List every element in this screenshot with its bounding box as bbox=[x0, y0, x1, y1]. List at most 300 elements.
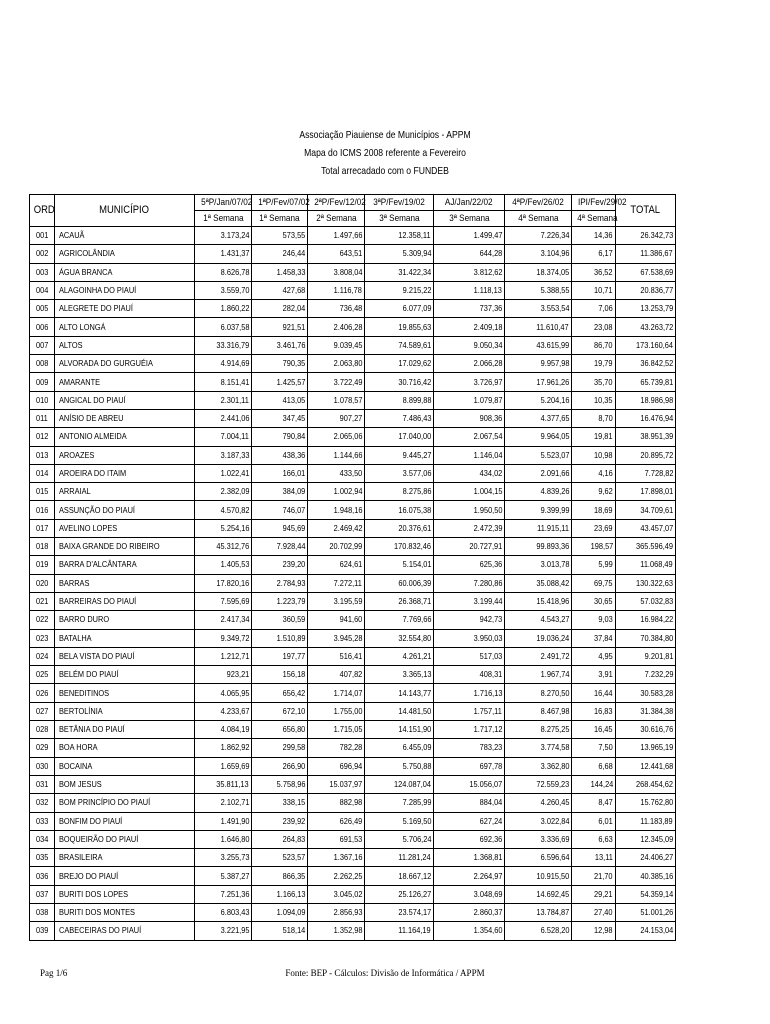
cell-value: 7,50 bbox=[572, 739, 616, 757]
cell-total: 7.728,82 bbox=[616, 464, 676, 482]
cell-value: 23,69 bbox=[572, 519, 616, 537]
cell-value: 72.559,23 bbox=[505, 775, 572, 793]
header-week: 4ª Semana bbox=[572, 211, 616, 227]
cell-municipio: BURITI DOS LOPES bbox=[55, 885, 195, 903]
table-row bbox=[30, 684, 676, 702]
header-period: 4ªP/Fev/26/02 bbox=[505, 195, 572, 211]
cell-value: 4.570,82 bbox=[195, 501, 252, 519]
cell-value: 1.144,66 bbox=[308, 446, 365, 464]
cell-value: 7.595,69 bbox=[195, 592, 252, 610]
cell-value: 3.104,96 bbox=[505, 245, 572, 263]
cell-value: 2.066,28 bbox=[434, 355, 505, 373]
cell-value: 1.510,89 bbox=[252, 629, 308, 647]
table-row bbox=[30, 574, 676, 592]
cell-value: 20.376,61 bbox=[365, 519, 434, 537]
cell-total: 51.001,26 bbox=[616, 903, 676, 921]
cell-value: 3.255,73 bbox=[195, 849, 252, 867]
cell-value: 19,81 bbox=[572, 428, 616, 446]
cell-value: 5.204,16 bbox=[505, 391, 572, 409]
cell-value: 7.272,11 bbox=[308, 574, 365, 592]
cell-value: 737,36 bbox=[434, 300, 505, 318]
cell-ord: 003 bbox=[30, 263, 55, 281]
cell-total: 67.538,69 bbox=[616, 263, 676, 281]
cell-ord: 023 bbox=[30, 629, 55, 647]
cell-value: 3.048,69 bbox=[434, 885, 505, 903]
cell-ord: 021 bbox=[30, 592, 55, 610]
cell-value: 60.006,39 bbox=[365, 574, 434, 592]
table-row bbox=[30, 519, 676, 537]
cell-value: 5.758,96 bbox=[252, 775, 308, 793]
cell-value: 692,36 bbox=[434, 830, 505, 848]
cell-municipio: AGRICOLÂNDIA bbox=[55, 245, 195, 263]
cell-value: 941,60 bbox=[308, 611, 365, 629]
cell-value: 5,99 bbox=[572, 556, 616, 574]
cell-value: 866,35 bbox=[252, 867, 308, 885]
cell-value: 2.065,06 bbox=[308, 428, 365, 446]
cell-value: 4.084,19 bbox=[195, 721, 252, 739]
table-row bbox=[30, 629, 676, 647]
cell-municipio: BETÂNIA DO PIAUÍ bbox=[55, 721, 195, 739]
cell-municipio: ALTO LONGÁ bbox=[55, 318, 195, 336]
cell-value: 656,42 bbox=[252, 684, 308, 702]
cell-value: 13,11 bbox=[572, 849, 616, 867]
cell-value: 21,70 bbox=[572, 867, 616, 885]
cell-value: 7.251,36 bbox=[195, 885, 252, 903]
table-row bbox=[30, 446, 676, 464]
cell-value: 29,21 bbox=[572, 885, 616, 903]
cell-value: 10,35 bbox=[572, 391, 616, 409]
cell-value: 9.957,98 bbox=[505, 355, 572, 373]
cell-value: 1.146,04 bbox=[434, 446, 505, 464]
cell-value: 434,02 bbox=[434, 464, 505, 482]
cell-value: 9.349,72 bbox=[195, 629, 252, 647]
cell-ord: 038 bbox=[30, 903, 55, 921]
cell-total: 20.895,72 bbox=[616, 446, 676, 464]
cell-value: 2.406,28 bbox=[308, 318, 365, 336]
cell-municipio: ALAGOINHA DO PIAUÍ bbox=[55, 281, 195, 299]
cell-ord: 005 bbox=[30, 300, 55, 318]
cell-total: 65.739,81 bbox=[616, 373, 676, 391]
cell-ord: 028 bbox=[30, 721, 55, 739]
cell-total: 70.384,80 bbox=[616, 629, 676, 647]
cell-value: 264,83 bbox=[252, 830, 308, 848]
cell-total: 16.476,94 bbox=[616, 409, 676, 427]
cell-value: 3,91 bbox=[572, 666, 616, 684]
cell-value: 2.784,93 bbox=[252, 574, 308, 592]
table-row bbox=[30, 830, 676, 848]
cell-value: 170.832,46 bbox=[365, 538, 434, 556]
cell-value: 3.336,69 bbox=[505, 830, 572, 848]
cell-value: 35,70 bbox=[572, 373, 616, 391]
cell-value: 4,95 bbox=[572, 647, 616, 665]
cell-value: 33.316,79 bbox=[195, 336, 252, 354]
cell-value: 282,04 bbox=[252, 300, 308, 318]
cell-value: 384,09 bbox=[252, 483, 308, 501]
cell-value: 1.078,57 bbox=[308, 391, 365, 409]
document-title bbox=[69, 126, 700, 180]
cell-value: 35.811,13 bbox=[195, 775, 252, 793]
cell-municipio: BERTOLÍNIA bbox=[55, 702, 195, 720]
table-row bbox=[30, 336, 676, 354]
cell-ord: 014 bbox=[30, 464, 55, 482]
cell-total: 11.068,49 bbox=[616, 556, 676, 574]
cell-total: 36.842,52 bbox=[616, 355, 676, 373]
cell-value: 166,01 bbox=[252, 464, 308, 482]
header-week: 4ª Semana bbox=[505, 211, 572, 227]
cell-value: 69,75 bbox=[572, 574, 616, 592]
cell-value: 921,51 bbox=[252, 318, 308, 336]
cell-municipio: BARRAS bbox=[55, 574, 195, 592]
cell-value: 1.499,47 bbox=[434, 227, 505, 245]
cell-ord: 036 bbox=[30, 867, 55, 885]
cell-municipio: ACAUÃ bbox=[55, 227, 195, 245]
table-row bbox=[30, 318, 676, 336]
cell-value: 5.706,24 bbox=[365, 830, 434, 848]
cell-value: 15.418,96 bbox=[505, 592, 572, 610]
cell-value: 14.481,50 bbox=[365, 702, 434, 720]
cell-value: 4.543,27 bbox=[505, 611, 572, 629]
cell-municipio: ALEGRETE DO PIAUÍ bbox=[55, 300, 195, 318]
cell-value: 8.467,98 bbox=[505, 702, 572, 720]
cell-municipio: BAIXA GRANDE DO RIBEIRO bbox=[55, 538, 195, 556]
cell-value: 1.491,90 bbox=[195, 812, 252, 830]
cell-value: 16,83 bbox=[572, 702, 616, 720]
cell-ord: 010 bbox=[30, 391, 55, 409]
table-row bbox=[30, 538, 676, 556]
table-row bbox=[30, 501, 676, 519]
cell-value: 1.367,16 bbox=[308, 849, 365, 867]
cell-value: 1.118,13 bbox=[434, 281, 505, 299]
cell-value: 3.812,62 bbox=[434, 263, 505, 281]
cell-value: 3.187,33 bbox=[195, 446, 252, 464]
cell-value: 4.839,26 bbox=[505, 483, 572, 501]
header-week: 3ª Semana bbox=[365, 211, 434, 227]
cell-total: 11.386,67 bbox=[616, 245, 676, 263]
cell-value: 5.523,07 bbox=[505, 446, 572, 464]
cell-value: 942,73 bbox=[434, 611, 505, 629]
cell-municipio: ASSUNÇÃO DO PIAUÍ bbox=[55, 501, 195, 519]
cell-value: 1.022,41 bbox=[195, 464, 252, 482]
cell-value: 1.646,80 bbox=[195, 830, 252, 848]
cell-value: 19.036,24 bbox=[505, 629, 572, 647]
cell-municipio: BELÉM DO PIAUÍ bbox=[55, 666, 195, 684]
cell-total: 43.263,72 bbox=[616, 318, 676, 336]
cell-value: 9.964,05 bbox=[505, 428, 572, 446]
cell-value: 6.596,64 bbox=[505, 849, 572, 867]
cell-value: 408,31 bbox=[434, 666, 505, 684]
cell-value: 696,94 bbox=[308, 757, 365, 775]
cell-municipio: AROEIRA DO ITAIM bbox=[55, 464, 195, 482]
cell-total: 34.709,61 bbox=[616, 501, 676, 519]
table-row bbox=[30, 702, 676, 720]
cell-value: 2.417,34 bbox=[195, 611, 252, 629]
cell-value: 790,35 bbox=[252, 355, 308, 373]
cell-value: 3.945,28 bbox=[308, 629, 365, 647]
cell-value: 14.692,45 bbox=[505, 885, 572, 903]
cell-total: 40.385,16 bbox=[616, 867, 676, 885]
cell-value: 197,77 bbox=[252, 647, 308, 665]
cell-total: 12.345,09 bbox=[616, 830, 676, 848]
cell-municipio: BOQUEIRÃO DO PIAUÍ bbox=[55, 830, 195, 848]
cell-municipio: BURITI DOS MONTES bbox=[55, 903, 195, 921]
table-row bbox=[30, 849, 676, 867]
cell-ord: 004 bbox=[30, 281, 55, 299]
cell-value: 624,61 bbox=[308, 556, 365, 574]
cell-ord: 019 bbox=[30, 556, 55, 574]
cell-value: 1.659,69 bbox=[195, 757, 252, 775]
cell-ord: 016 bbox=[30, 501, 55, 519]
cell-value: 10.915,50 bbox=[505, 867, 572, 885]
cell-value: 20.727,91 bbox=[434, 538, 505, 556]
cell-value: 884,04 bbox=[434, 794, 505, 812]
cell-value: 438,36 bbox=[252, 446, 308, 464]
title-line-2: Mapa do ICMS 2008 referente a Fevereiro bbox=[304, 147, 466, 159]
cell-value: 9.039,45 bbox=[308, 336, 365, 354]
cell-ord: 002 bbox=[30, 245, 55, 263]
cell-value: 3.553,54 bbox=[505, 300, 572, 318]
cell-total: 43.457,07 bbox=[616, 519, 676, 537]
cell-total: 11.183,89 bbox=[616, 812, 676, 830]
cell-value: 7.280,86 bbox=[434, 574, 505, 592]
cell-total: 130.322,63 bbox=[616, 574, 676, 592]
cell-value: 4.233,67 bbox=[195, 702, 252, 720]
cell-municipio: BELA VISTA DO PIAUÍ bbox=[55, 647, 195, 665]
cell-value: 18.667,12 bbox=[365, 867, 434, 885]
cell-value: 9.445,27 bbox=[365, 446, 434, 464]
cell-value: 427,68 bbox=[252, 281, 308, 299]
header-period: 3ªP/Fev/19/02 bbox=[365, 195, 434, 211]
cell-value: 27,40 bbox=[572, 903, 616, 921]
header-week: 3ª Semana bbox=[434, 211, 505, 227]
cell-value: 3.577,06 bbox=[365, 464, 434, 482]
cell-value: 239,92 bbox=[252, 812, 308, 830]
cell-value: 7.285,99 bbox=[365, 794, 434, 812]
cell-value: 8.151,41 bbox=[195, 373, 252, 391]
cell-municipio: BRASILEIRA bbox=[55, 849, 195, 867]
cell-value: 4.260,45 bbox=[505, 794, 572, 812]
table-row bbox=[30, 794, 676, 812]
table-row bbox=[30, 867, 676, 885]
cell-value: 11.281,24 bbox=[365, 849, 434, 867]
cell-ord: 027 bbox=[30, 702, 55, 720]
cell-value: 907,27 bbox=[308, 409, 365, 427]
cell-total: 9.201,81 bbox=[616, 647, 676, 665]
cell-ord: 026 bbox=[30, 684, 55, 702]
table-row bbox=[30, 666, 676, 684]
cell-value: 3.013,78 bbox=[505, 556, 572, 574]
cell-value: 8,70 bbox=[572, 409, 616, 427]
cell-value: 239,20 bbox=[252, 556, 308, 574]
cell-value: 1.166,13 bbox=[252, 885, 308, 903]
cell-value: 4.065,95 bbox=[195, 684, 252, 702]
cell-value: 7.226,34 bbox=[505, 227, 572, 245]
cell-municipio: ANÍSIO DE ABREU bbox=[55, 409, 195, 427]
table-row bbox=[30, 647, 676, 665]
cell-value: 11.610,47 bbox=[505, 318, 572, 336]
cell-value: 18.374,05 bbox=[505, 263, 572, 281]
cell-value: 2.102,71 bbox=[195, 794, 252, 812]
table-row bbox=[30, 885, 676, 903]
cell-value: 3.362,80 bbox=[505, 757, 572, 775]
cell-value: 18,69 bbox=[572, 501, 616, 519]
cell-ord: 032 bbox=[30, 794, 55, 812]
cell-value: 1.212,71 bbox=[195, 647, 252, 665]
cell-value: 3.365,13 bbox=[365, 666, 434, 684]
cell-municipio: BONFIM DO PIAUÍ bbox=[55, 812, 195, 830]
cell-value: 17.029,62 bbox=[365, 355, 434, 373]
cell-value: 17.040,00 bbox=[365, 428, 434, 446]
cell-ord: 007 bbox=[30, 336, 55, 354]
cell-value: 15.056,07 bbox=[434, 775, 505, 793]
cell-municipio: AVELINO LOPES bbox=[55, 519, 195, 537]
cell-value: 2.301,11 bbox=[195, 391, 252, 409]
cell-ord: 031 bbox=[30, 775, 55, 793]
cell-value: 15.037,97 bbox=[308, 775, 365, 793]
cell-value: 14,36 bbox=[572, 227, 616, 245]
cell-value: 8.626,78 bbox=[195, 263, 252, 281]
cell-ord: 039 bbox=[30, 922, 55, 940]
cell-value: 36,52 bbox=[572, 263, 616, 281]
cell-value: 4.377,65 bbox=[505, 409, 572, 427]
table-row bbox=[30, 903, 676, 921]
cell-value: 517,03 bbox=[434, 647, 505, 665]
cell-total: 24.153,04 bbox=[616, 922, 676, 940]
cell-value: 16.075,38 bbox=[365, 501, 434, 519]
cell-value: 2.262,25 bbox=[308, 867, 365, 885]
table-row bbox=[30, 428, 676, 446]
cell-value: 1.368,81 bbox=[434, 849, 505, 867]
cell-value: 8.270,50 bbox=[505, 684, 572, 702]
cell-value: 1.223,79 bbox=[252, 592, 308, 610]
cell-total: 365.596,49 bbox=[616, 538, 676, 556]
cell-total: 18.986,98 bbox=[616, 391, 676, 409]
cell-value: 3.950,03 bbox=[434, 629, 505, 647]
cell-municipio: BATALHA bbox=[55, 629, 195, 647]
cell-value: 782,28 bbox=[308, 739, 365, 757]
cell-value: 17.820,16 bbox=[195, 574, 252, 592]
header-total: TOTAL bbox=[616, 195, 676, 227]
cell-value: 1.717,12 bbox=[434, 721, 505, 739]
cell-value: 2.409,18 bbox=[434, 318, 505, 336]
cell-municipio: ARRAIAL bbox=[55, 483, 195, 501]
table-row bbox=[30, 739, 676, 757]
table-row bbox=[30, 922, 676, 940]
cell-value: 407,82 bbox=[308, 666, 365, 684]
cell-value: 736,48 bbox=[308, 300, 365, 318]
cell-value: 516,41 bbox=[308, 647, 365, 665]
cell-value: 37,84 bbox=[572, 629, 616, 647]
cell-value: 1.497,66 bbox=[308, 227, 365, 245]
cell-value: 1.458,33 bbox=[252, 263, 308, 281]
cell-total: 57.032,83 bbox=[616, 592, 676, 610]
cell-ord: 015 bbox=[30, 483, 55, 501]
cell-ord: 022 bbox=[30, 611, 55, 629]
header-period: 1ªP/Fev/07/02 bbox=[252, 195, 308, 211]
header-week: 1ª Semana bbox=[252, 211, 308, 227]
cell-value: 691,53 bbox=[308, 830, 365, 848]
cell-municipio: BOCAINA bbox=[55, 757, 195, 775]
cell-municipio: BOA HORA bbox=[55, 739, 195, 757]
cell-value: 413,05 bbox=[252, 391, 308, 409]
cell-value: 1.431,37 bbox=[195, 245, 252, 263]
title-line-1: Associação Piauiense de Municípios - APPM bbox=[299, 129, 471, 141]
cell-value: 86,70 bbox=[572, 336, 616, 354]
cell-value: 17.961,26 bbox=[505, 373, 572, 391]
cell-value: 783,23 bbox=[434, 739, 505, 757]
cell-value: 19.855,63 bbox=[365, 318, 434, 336]
cell-value: 1.715,05 bbox=[308, 721, 365, 739]
cell-value: 7.486,43 bbox=[365, 409, 434, 427]
cell-value: 266,90 bbox=[252, 757, 308, 775]
cell-value: 9.050,34 bbox=[434, 336, 505, 354]
cell-value: 1.755,00 bbox=[308, 702, 365, 720]
cell-municipio: BARREIRAS DO PIAUÍ bbox=[55, 592, 195, 610]
cell-value: 2.472,39 bbox=[434, 519, 505, 537]
cell-value: 198,57 bbox=[572, 538, 616, 556]
header-municipio: MUNICÍPIO bbox=[55, 195, 195, 227]
cell-value: 790,84 bbox=[252, 428, 308, 446]
cell-value: 3.022,84 bbox=[505, 812, 572, 830]
cell-ord: 017 bbox=[30, 519, 55, 537]
cell-value: 144,24 bbox=[572, 775, 616, 793]
cell-total: 13.965,19 bbox=[616, 739, 676, 757]
cell-value: 11.164,19 bbox=[365, 922, 434, 940]
cell-value: 626,49 bbox=[308, 812, 365, 830]
cell-value: 3.808,04 bbox=[308, 263, 365, 281]
cell-value: 20.702,99 bbox=[308, 538, 365, 556]
cell-value: 3.461,76 bbox=[252, 336, 308, 354]
cell-value: 6.037,58 bbox=[195, 318, 252, 336]
cell-ord: 034 bbox=[30, 830, 55, 848]
cell-value: 35.088,42 bbox=[505, 574, 572, 592]
cell-value: 2.860,37 bbox=[434, 903, 505, 921]
cell-ord: 011 bbox=[30, 409, 55, 427]
cell-total: 268.454,62 bbox=[616, 775, 676, 793]
cell-value: 6.528,20 bbox=[505, 922, 572, 940]
cell-value: 2.063,80 bbox=[308, 355, 365, 373]
header-period: IPI/Fev/29/02 bbox=[572, 195, 616, 211]
table-row bbox=[30, 409, 676, 427]
cell-value: 1.967,74 bbox=[505, 666, 572, 684]
cell-value: 5.387,27 bbox=[195, 867, 252, 885]
cell-value: 6,01 bbox=[572, 812, 616, 830]
cell-value: 9.215,22 bbox=[365, 281, 434, 299]
cell-value: 156,18 bbox=[252, 666, 308, 684]
table-row bbox=[30, 355, 676, 373]
cell-value: 672,10 bbox=[252, 702, 308, 720]
table-row bbox=[30, 300, 676, 318]
cell-value: 5.154,01 bbox=[365, 556, 434, 574]
cell-value: 5.388,55 bbox=[505, 281, 572, 299]
cell-value: 6,68 bbox=[572, 757, 616, 775]
table-row bbox=[30, 464, 676, 482]
cell-municipio: ALVORADA DO GURGUÉIA bbox=[55, 355, 195, 373]
cell-ord: 033 bbox=[30, 812, 55, 830]
cell-value: 6.077,09 bbox=[365, 300, 434, 318]
cell-value: 23.574,17 bbox=[365, 903, 434, 921]
cell-value: 625,36 bbox=[434, 556, 505, 574]
cell-total: 17.898,01 bbox=[616, 483, 676, 501]
header-period: AJ/Jan/22/02 bbox=[434, 195, 505, 211]
cell-value: 2.469,42 bbox=[308, 519, 365, 537]
cell-value: 5.309,94 bbox=[365, 245, 434, 263]
cell-value: 2.491,72 bbox=[505, 647, 572, 665]
cell-total: 38.951,39 bbox=[616, 428, 676, 446]
table-row bbox=[30, 263, 676, 281]
cell-value: 6,17 bbox=[572, 245, 616, 263]
cell-value: 1.757,11 bbox=[434, 702, 505, 720]
cell-total: 30.616,76 bbox=[616, 721, 676, 739]
